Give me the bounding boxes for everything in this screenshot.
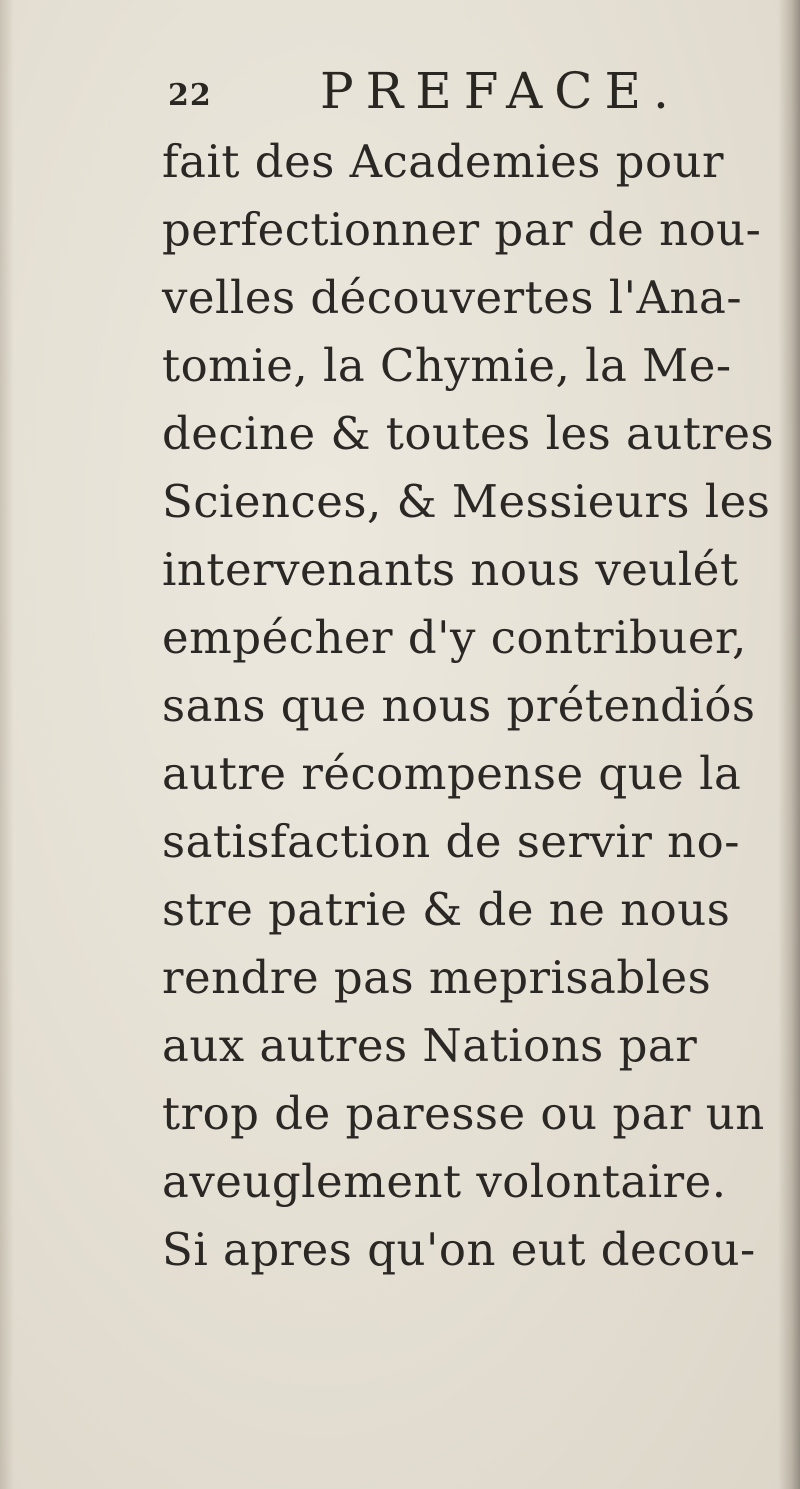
text-line: satisfaction de servir no- [162, 815, 740, 868]
running-head: PREFACE. [320, 62, 681, 120]
text-line: fait des Academies pour [162, 135, 725, 188]
text-line: autre récompense que la [162, 747, 742, 800]
page-number: 22 [168, 78, 212, 113]
text-line: rendre pas meprisables [162, 951, 712, 1004]
body-text [162, 128, 792, 1284]
text-line: sans que nous prétendiós [162, 679, 756, 732]
text-line: velles découvertes l'Ana- [162, 271, 743, 324]
page-header [160, 62, 720, 122]
text-line: perfectionner par de nou- [162, 203, 762, 256]
text-line: Sciences, & Messieurs les [162, 475, 771, 528]
text-line: trop de paresse ou par un [162, 1087, 765, 1140]
text-line: tomie, la Chymie, la Me- [162, 339, 732, 392]
page-left-edge-shadow [0, 0, 14, 1489]
text-line: aux autres Nations par [162, 1019, 698, 1072]
text-line: empécher d'y contribuer, [162, 611, 747, 664]
text-line: aveuglement volontaire. [162, 1155, 727, 1208]
text-line: stre patrie & de ne nous [162, 883, 731, 936]
text-line: decine & toutes les autres [162, 407, 775, 460]
text-line: intervenants nous veulét [162, 543, 739, 596]
text-line: Si apres qu'on eut decou- [162, 1223, 756, 1276]
